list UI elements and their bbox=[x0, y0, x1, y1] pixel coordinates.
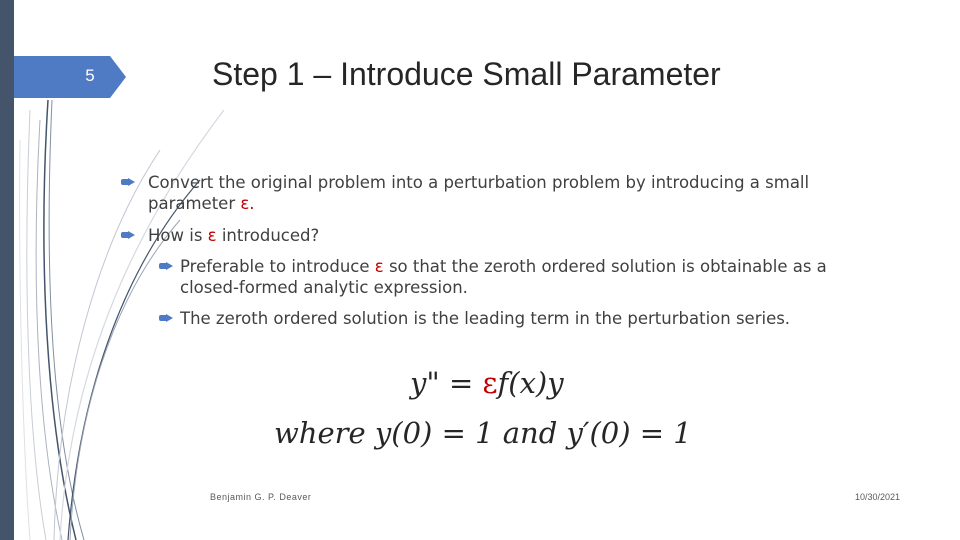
equation-rhs: f(x)y bbox=[497, 366, 564, 400]
bullet-item-convert bbox=[120, 172, 880, 214]
bullet-text: Preferable to introduce bbox=[180, 257, 375, 276]
bullet-text: so that the zeroth ordered solution is obtainable as a closed-formed analytic expression. bbox=[180, 257, 827, 297]
equation-ode bbox=[410, 366, 564, 400]
equation-equals: = bbox=[439, 366, 483, 400]
slide-number: 5 bbox=[85, 66, 95, 85]
epsilon-symbol: ε bbox=[207, 226, 217, 245]
equation-lhs: y" bbox=[410, 366, 440, 400]
bullet-text: How is bbox=[148, 226, 208, 245]
arrow-bullet-icon bbox=[166, 262, 173, 270]
slide-title: Step 1 – Introduce Small Parameter bbox=[212, 56, 721, 92]
bullet-text: The zeroth ordered solution is the leading term in the perturbation series. bbox=[180, 309, 791, 328]
bullet-text: introduced? bbox=[216, 226, 320, 245]
bullet-item-preferable bbox=[120, 256, 880, 298]
bullet-list bbox=[120, 172, 880, 329]
bullet-item-zeroth bbox=[120, 308, 880, 329]
arrow-bullet-icon bbox=[128, 231, 135, 239]
footer-author: Benjamin G. P. Deaver bbox=[210, 492, 312, 502]
arrow-bullet-icon bbox=[166, 314, 173, 322]
epsilon-symbol: ε bbox=[374, 257, 384, 276]
arrow-bullet-icon bbox=[128, 178, 135, 186]
slide-number-tab bbox=[14, 56, 126, 98]
equation-initial-conditions: where y(0) = 1 and y′(0) = 1 bbox=[274, 416, 692, 450]
epsilon-symbol: ε bbox=[482, 366, 498, 400]
epsilon-symbol: ε. bbox=[240, 194, 255, 213]
bullet-item-how bbox=[120, 225, 880, 246]
footer-date: 10/30/2021 bbox=[854, 492, 900, 502]
bullet-text: Convert the original problem into a perturbation problem by introducing a small parameter bbox=[148, 173, 810, 213]
